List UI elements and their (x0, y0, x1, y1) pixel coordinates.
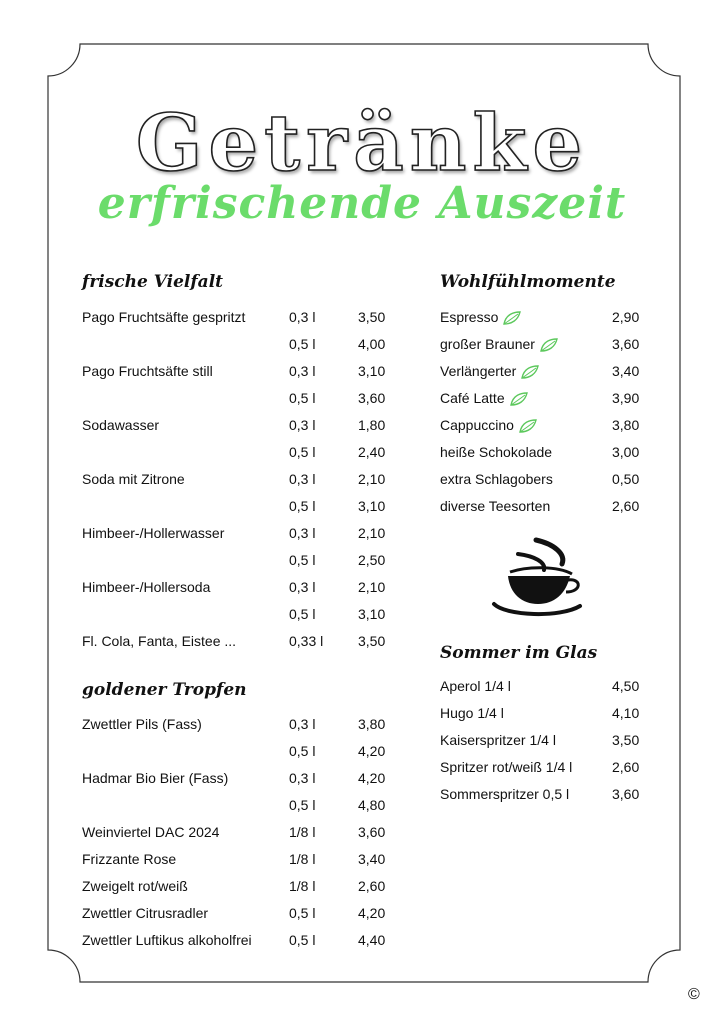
item-name: Aperol 1/4 l (440, 678, 511, 694)
item-size: 1/8 l (289, 851, 316, 867)
item-name: Soda mit Zitrone (82, 471, 185, 487)
menu-row (82, 714, 402, 734)
page-subtitle: erfrischende Auszeit (97, 178, 627, 229)
item-size: 0,5 l (289, 390, 316, 406)
item-name: Espresso (440, 309, 499, 325)
item-price: 3,40 (612, 363, 640, 379)
item-price: 3,60 (612, 786, 640, 802)
item-name: Himbeer-/Hollerwasser (82, 525, 225, 541)
item-price: 3,50 (358, 633, 386, 649)
item-size: 0,3 l (289, 417, 316, 433)
item-name: Zweigelt rot/weiß (82, 878, 188, 894)
menu-row (440, 334, 650, 354)
item-name: Sodawasser (82, 417, 160, 433)
item-price: 2,60 (612, 759, 640, 775)
item-name-wrap (440, 307, 522, 327)
item-name-wrap (440, 334, 559, 354)
item-name: Fl. Cola, Fanta, Eistee ... (82, 633, 237, 649)
menu-row (82, 334, 402, 354)
menu-row (82, 849, 402, 869)
coffee-cup-icon (488, 532, 588, 622)
item-name: Hadmar Bio Bier (Fass) (82, 770, 229, 786)
item-price: 3,40 (358, 851, 386, 867)
section-heading-goldener-tropfen: goldener Tropfen (82, 680, 247, 700)
item-size: 0,5 l (289, 498, 316, 514)
item-size: 0,5 l (289, 743, 316, 759)
item-name-wrap (440, 784, 569, 804)
item-price: 3,60 (358, 824, 386, 840)
item-price: 3,50 (358, 309, 386, 325)
item-name: Zwettler Luftikus alkoholfrei (82, 932, 252, 948)
menu-row (82, 903, 402, 923)
menu-row (440, 496, 650, 516)
leaf-icon (520, 364, 540, 380)
item-price: 3,90 (612, 390, 640, 406)
menu-row (82, 550, 402, 570)
menu-row (440, 307, 650, 327)
item-price: 4,20 (358, 905, 386, 921)
item-name: heiße Schokolade (440, 444, 553, 460)
item-size: 0,5 l (289, 444, 316, 460)
item-size: 0,5 l (289, 905, 316, 921)
item-name: Zwettler Pils (Fass) (82, 716, 202, 732)
section-heading-wohlfuehlmomente: Wohlfühlmomente (440, 272, 616, 292)
leaf-icon (509, 391, 529, 407)
item-size: 0,3 l (289, 309, 316, 325)
item-price: 3,50 (612, 732, 640, 748)
item-size: 0,5 l (289, 552, 316, 568)
item-name-wrap (440, 388, 529, 408)
item-name: Frizzante Rose (82, 851, 177, 867)
menu-row (82, 631, 402, 651)
item-size: 0,3 l (289, 471, 316, 487)
item-price: 2,10 (358, 579, 386, 595)
menu-row (82, 469, 402, 489)
menu-row (82, 577, 402, 597)
menu-row (440, 361, 650, 381)
item-name: Sommerspritzer 0,5 l (440, 786, 570, 802)
menu-row (440, 442, 650, 462)
item-price: 4,10 (612, 705, 640, 721)
copyright-mark: © (688, 986, 700, 1003)
item-price: 4,80 (358, 797, 386, 813)
item-name: Weinviertel DAC 2024 (82, 824, 220, 840)
item-size: 0,33 l (289, 633, 324, 649)
item-size: 0,5 l (289, 797, 316, 813)
item-price: 2,50 (358, 552, 386, 568)
item-name: Verlängerter (440, 363, 517, 379)
item-size: 0,3 l (289, 770, 316, 786)
item-name-wrap (440, 415, 538, 435)
item-price: 2,90 (612, 309, 640, 325)
menu-row (82, 604, 402, 624)
item-price: 4,50 (612, 678, 640, 694)
item-size: 0,3 l (289, 363, 316, 379)
item-size: 0,5 l (289, 932, 316, 948)
item-name: Himbeer-/Hollersoda (82, 579, 211, 595)
item-name-wrap (440, 676, 511, 696)
item-price: 4,20 (358, 770, 386, 786)
item-name-wrap (440, 469, 553, 489)
menu-row (440, 676, 650, 696)
item-price: 2,60 (358, 878, 386, 894)
item-price: 4,20 (358, 743, 386, 759)
item-name-wrap (440, 757, 572, 777)
item-name: Zwettler Citrusradler (82, 905, 209, 921)
item-name-wrap (440, 496, 550, 516)
menu-row (82, 768, 402, 788)
menu-row (82, 442, 402, 462)
menu-row (82, 795, 402, 815)
item-price: 3,10 (358, 498, 386, 514)
item-name: Pago Fruchtsäfte gespritzt (82, 309, 246, 325)
item-size: 0,3 l (289, 579, 316, 595)
item-price: 2,10 (358, 525, 386, 541)
menu-row (440, 784, 650, 804)
menu-row (82, 741, 402, 761)
item-size: 1/8 l (289, 824, 316, 840)
menu-row (82, 415, 402, 435)
menu-row (82, 307, 402, 327)
item-name-wrap (440, 361, 540, 381)
item-name: Hugo 1/4 l (440, 705, 504, 721)
item-name: extra Schlagobers (440, 471, 553, 487)
menu-row (82, 361, 402, 381)
item-size: 0,5 l (289, 606, 316, 622)
item-size: 0,3 l (289, 525, 316, 541)
menu-row (82, 523, 402, 543)
item-price: 4,00 (358, 336, 386, 352)
menu-row (440, 757, 650, 777)
item-size: 0,3 l (289, 716, 316, 732)
menu-row (82, 388, 402, 408)
item-price: 3,10 (358, 363, 386, 379)
menu-row (440, 388, 650, 408)
menu-row (82, 876, 402, 896)
item-name: diverse Teesorten (440, 498, 551, 514)
item-name-wrap (440, 703, 504, 723)
item-price: 3,80 (612, 417, 640, 433)
item-size: 0,5 l (289, 336, 316, 352)
item-price: 3,60 (612, 336, 640, 352)
item-price: 3,00 (612, 444, 640, 460)
item-size: 1/8 l (289, 878, 316, 894)
item-price: 1,80 (358, 417, 386, 433)
section-heading-frische-vielfalt: frische Vielfalt (82, 272, 224, 292)
leaf-icon (502, 310, 522, 326)
item-price: 2,60 (612, 498, 640, 514)
menu-row (82, 822, 402, 842)
menu-row (440, 469, 650, 489)
item-price: 2,10 (358, 471, 386, 487)
item-name: Café Latte (440, 390, 505, 406)
item-price: 3,80 (358, 716, 386, 732)
item-price: 0,50 (612, 471, 640, 487)
menu-row (82, 930, 402, 950)
menu-row (82, 496, 402, 516)
item-name: Cappuccino (440, 417, 514, 433)
item-price: 2,40 (358, 444, 386, 460)
item-price: 3,60 (358, 390, 386, 406)
menu-row (440, 703, 650, 723)
menu-row (440, 415, 650, 435)
leaf-icon (518, 418, 538, 434)
item-name: Pago Fruchtsäfte still (82, 363, 213, 379)
item-name-wrap (440, 442, 552, 462)
leaf-icon (539, 337, 559, 353)
item-price: 4,40 (358, 932, 386, 948)
item-name: Spritzer rot/weiß 1/4 l (440, 759, 573, 775)
item-price: 3,10 (358, 606, 386, 622)
item-name-wrap (440, 730, 556, 750)
page-title: Getränke (135, 98, 589, 189)
menu-row (440, 730, 650, 750)
item-name: Kaiserspritzer 1/4 l (440, 732, 556, 748)
section-heading-sommer-im-glas: Sommer im Glas (440, 643, 598, 663)
item-name: großer Brauner (440, 336, 535, 352)
